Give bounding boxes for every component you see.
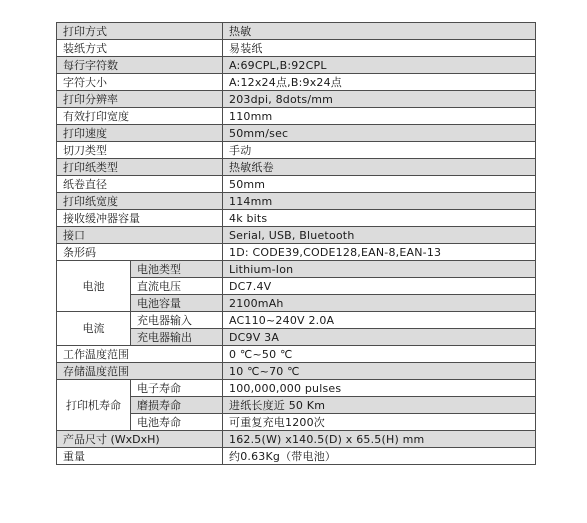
spec-value: 热敏 xyxy=(223,23,536,40)
spec-value: 100,000,000 pulses xyxy=(223,380,536,397)
spec-label: 打印方式 xyxy=(57,23,223,40)
spec-value: A:69CPL,B:92CPL xyxy=(223,57,536,74)
spec-value: 10 ℃~70 ℃ xyxy=(223,363,536,380)
spec-value: 热敏纸卷 xyxy=(223,159,536,176)
spec-sublabel: 电池容量 xyxy=(131,295,223,312)
spec-value: 4k bits xyxy=(223,210,536,227)
spec-label: 每行字符数 xyxy=(57,57,223,74)
table-row xyxy=(57,346,536,363)
table-row xyxy=(57,40,536,57)
spec-value: Lithium-Ion xyxy=(223,261,536,278)
table-row xyxy=(57,125,536,142)
table-row xyxy=(57,23,536,40)
table-row xyxy=(57,261,536,278)
group-label-battery: 电池 xyxy=(57,261,131,312)
spec-label: 纸卷直径 xyxy=(57,176,223,193)
table-row xyxy=(57,108,536,125)
spec-label: 打印纸宽度 xyxy=(57,193,223,210)
spec-label: 打印纸类型 xyxy=(57,159,223,176)
spec-value: A:12x24点,B:9x24点 xyxy=(223,74,536,91)
spec-value: 110mm xyxy=(223,108,536,125)
spec-label: 打印分辨率 xyxy=(57,91,223,108)
spec-label: 重量 xyxy=(57,448,223,465)
spec-sublabel: 磨损寿命 xyxy=(131,397,223,414)
table-row xyxy=(57,142,536,159)
spec-sublabel: 充电器输入 xyxy=(131,312,223,329)
spec-label: 产品尺寸 (WxDxH) xyxy=(57,431,223,448)
spec-label: 存储温度范围 xyxy=(57,363,223,380)
table-row xyxy=(57,91,536,108)
table-row xyxy=(57,380,536,397)
group-label-power: 电流 xyxy=(57,312,131,346)
table-row xyxy=(57,431,536,448)
table-row xyxy=(57,312,536,329)
table-row xyxy=(57,193,536,210)
group-label-printer-life: 打印机寿命 xyxy=(57,380,131,431)
spec-value: 50mm xyxy=(223,176,536,193)
spec-value: 2100mAh xyxy=(223,295,536,312)
spec-label: 接收缓冲器容量 xyxy=(57,210,223,227)
spec-value: 进纸长度近 50 Km xyxy=(223,397,536,414)
table-row xyxy=(57,74,536,91)
table-row xyxy=(57,159,536,176)
spec-sublabel: 充电器输出 xyxy=(131,329,223,346)
spec-value: 约0.63Kg（带电池） xyxy=(223,448,536,465)
spec-value: 可重复充电1200次 xyxy=(223,414,536,431)
spec-label: 条形码 xyxy=(57,244,223,261)
spec-value: 0 ℃~50 ℃ xyxy=(223,346,536,363)
spec-sublabel: 电池类型 xyxy=(131,261,223,278)
spec-value: 203dpi, 8dots/mm xyxy=(223,91,536,108)
table-row xyxy=(57,448,536,465)
spec-label: 有效打印宽度 xyxy=(57,108,223,125)
spec-label: 接口 xyxy=(57,227,223,244)
spec-table xyxy=(56,22,536,465)
spec-label: 装纸方式 xyxy=(57,40,223,57)
spec-value: 1D: CODE39,CODE128,EAN-8,EAN-13 xyxy=(223,244,536,261)
spec-value: Serial, USB, Bluetooth xyxy=(223,227,536,244)
spec-label: 切刀类型 xyxy=(57,142,223,159)
table-row xyxy=(57,176,536,193)
spec-value: 易装纸 xyxy=(223,40,536,57)
table-row xyxy=(57,57,536,74)
table-row xyxy=(57,363,536,380)
spec-value: 114mm xyxy=(223,193,536,210)
table-row xyxy=(57,210,536,227)
spec-label: 工作温度范围 xyxy=(57,346,223,363)
table-row xyxy=(57,227,536,244)
spec-label: 打印速度 xyxy=(57,125,223,142)
spec-sublabel: 电子寿命 xyxy=(131,380,223,397)
spec-sublabel: 直流电压 xyxy=(131,278,223,295)
spec-label: 字符大小 xyxy=(57,74,223,91)
table-row xyxy=(57,244,536,261)
spec-value: 162.5(W) x140.5(D) x 65.5(H) mm xyxy=(223,431,536,448)
spec-value: AC110~240V 2.0A xyxy=(223,312,536,329)
spec-value: DC7.4V xyxy=(223,278,536,295)
spec-value: 50mm/sec xyxy=(223,125,536,142)
spec-value: 手动 xyxy=(223,142,536,159)
spec-sublabel: 电池寿命 xyxy=(131,414,223,431)
spec-value: DC9V 3A xyxy=(223,329,536,346)
